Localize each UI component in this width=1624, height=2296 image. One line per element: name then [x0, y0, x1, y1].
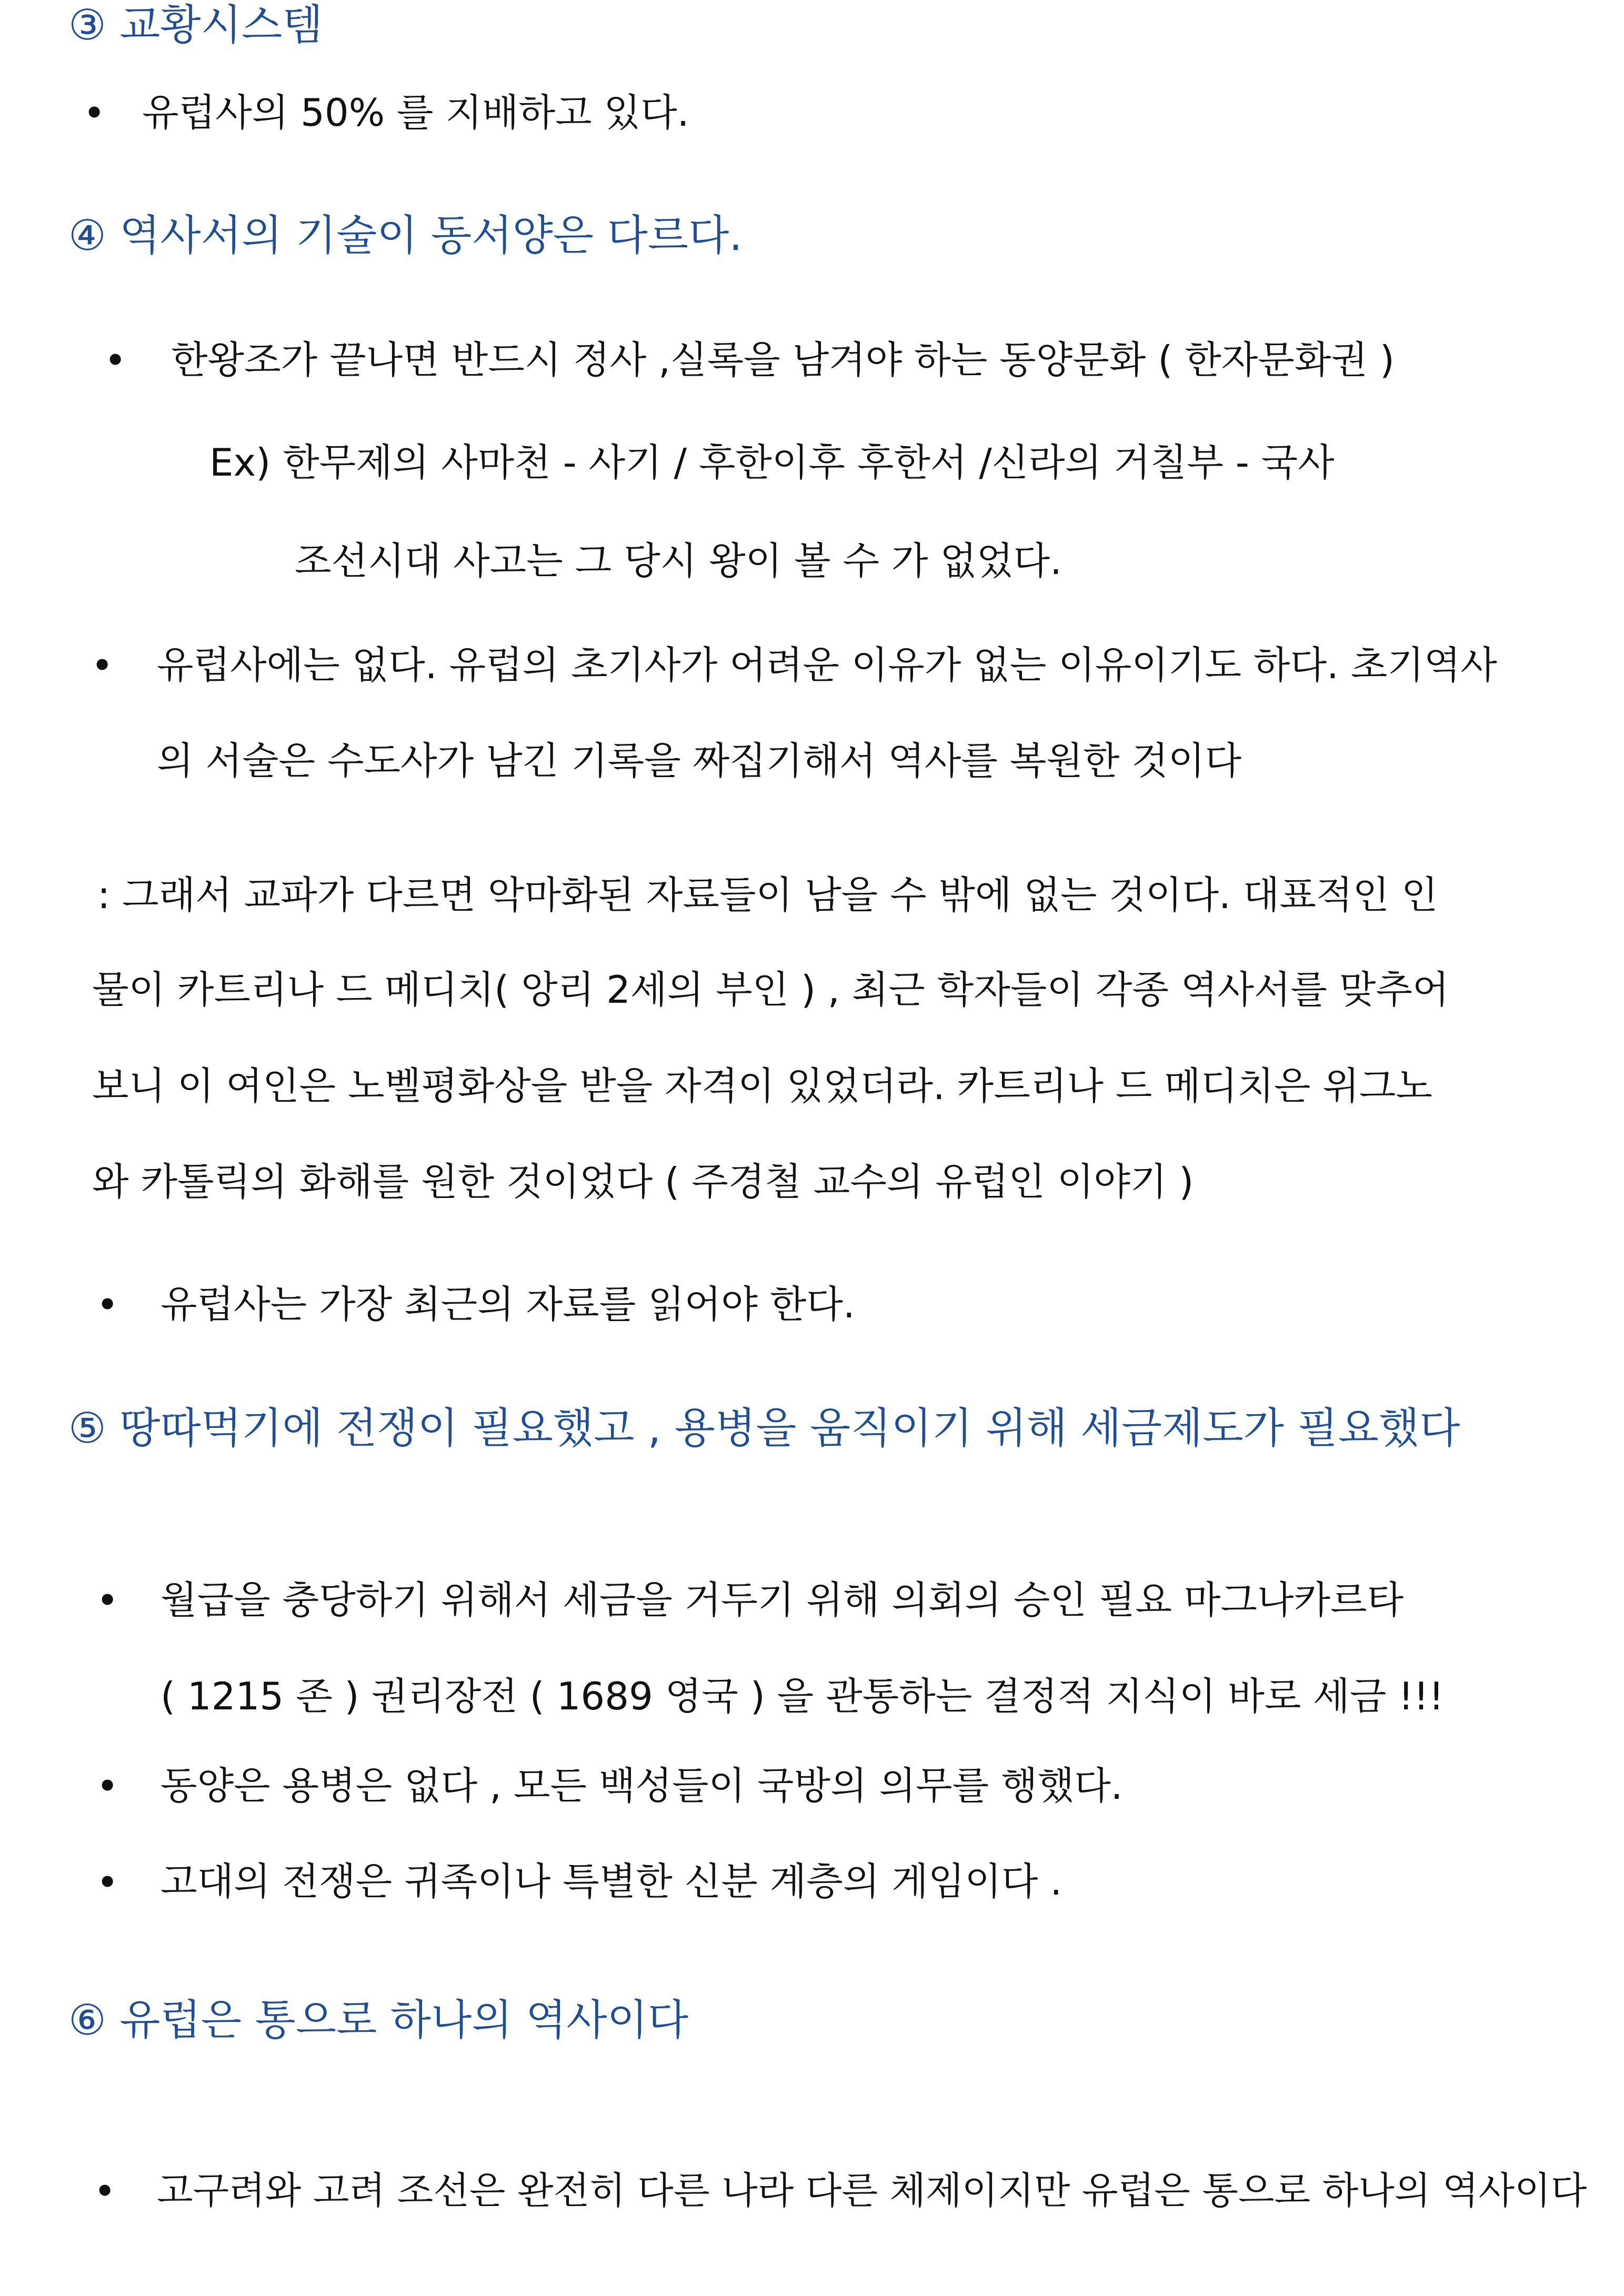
- section-4-example-1: Ex) 한무제의 사마천 - 사기 / 후한이후 후한서 /신라의 거칠부 - 국사: [209, 440, 1335, 485]
- bullet-dot: •: [97, 1582, 118, 1619]
- section-6-heading: ⑥ 유럽은 통으로 하나의 역사이다: [68, 1996, 689, 2045]
- bullet-dot: •: [92, 647, 113, 684]
- section-4-heading: ④ 역사서의 기술이 동서양은 다르다.: [68, 211, 743, 260]
- section-4-paragraph-line-2: 물이 카트리나 드 메디치( 앙리 2세의 부인 ) , 최근 학자들이 각종 역사서를 맞추어: [92, 968, 1449, 1012]
- section-4-paragraph-line-1: : 그래서 교파가 다르면 악마화된 자료들이 남을 수 밖에 없는 것이다. 대표적인 인: [97, 873, 1438, 917]
- bullet-dot: •: [97, 1864, 118, 1901]
- bullet-dot: •: [97, 1286, 118, 1323]
- section-5-heading: ⑤ 땅따먹기에 전쟁이 필요했고 , 용병을 움직이기 위해 세금제도가 필요했다: [68, 1404, 1460, 1453]
- section-3-bullet-1: 유럽사의 50% 를 지배하고 있다.: [142, 90, 689, 135]
- section-6-bullet-1: 고구려와 고려 조선은 완전히 다른 나라 다른 체제이지만 유럽은 통으로 하나의 역사이다: [157, 2169, 1587, 2212]
- section-5-bullet-3: 고대의 전쟁은 귀족이나 특별한 신분 계층의 게임이다 .: [161, 1859, 1062, 1904]
- section-4-paragraph-line-4: 와 카톨릭의 화해를 원한 것이었다 ( 주경철 교수의 유럽인 이야기 ): [92, 1160, 1194, 1204]
- section-4-bullet-2-line-2: 의 서술은 수도사가 남긴 기록을 짜집기해서 역사를 복원한 것이다: [157, 739, 1241, 783]
- section-5-bullet-2: 동양은 용병은 없다 , 모든 백성들이 국방의 의무를 행했다.: [161, 1764, 1123, 1808]
- bullet-dot: •: [95, 2173, 115, 2210]
- section-4-example-2: 조선시대 사고는 그 당시 왕이 볼 수 가 없었다.: [295, 539, 1062, 583]
- section-5-bullet-1-line-2: ( 1215 존 ) 권리장전 ( 1689 영국 ) 을 관통하는 결정적 지식이 바로 세금 !!!: [161, 1674, 1444, 1718]
- bullet-dot: •: [97, 1768, 118, 1805]
- bullet-dot: •: [84, 95, 105, 132]
- bullet-dot: •: [105, 342, 126, 379]
- section-4-bullet-3: 유럽사는 가장 최근의 자료를 읽어야 한다.: [161, 1282, 855, 1326]
- section-3-heading: ③ 교황시스템: [68, 1, 323, 49]
- section-4-bullet-2-line-1: 유럽사에는 없다. 유럽의 초기사가 어려운 이유가 없는 이유이기도 하다. 초기역사: [157, 643, 1497, 687]
- section-4-bullet-1: 한왕조가 끝나면 반드시 정사 ,실록을 남겨야 하는 동양문화 ( 한자문화권 ): [171, 338, 1395, 382]
- section-5-bullet-1-line-1: 월급을 충당하기 위해서 세금을 거두기 위해 의회의 승인 필요 마그나카르타: [161, 1578, 1404, 1622]
- section-4-paragraph-line-3: 보니 이 여인은 노벨평화상을 받을 자격이 있었더라. 카트리나 드 메디치은 위그노: [92, 1064, 1432, 1108]
